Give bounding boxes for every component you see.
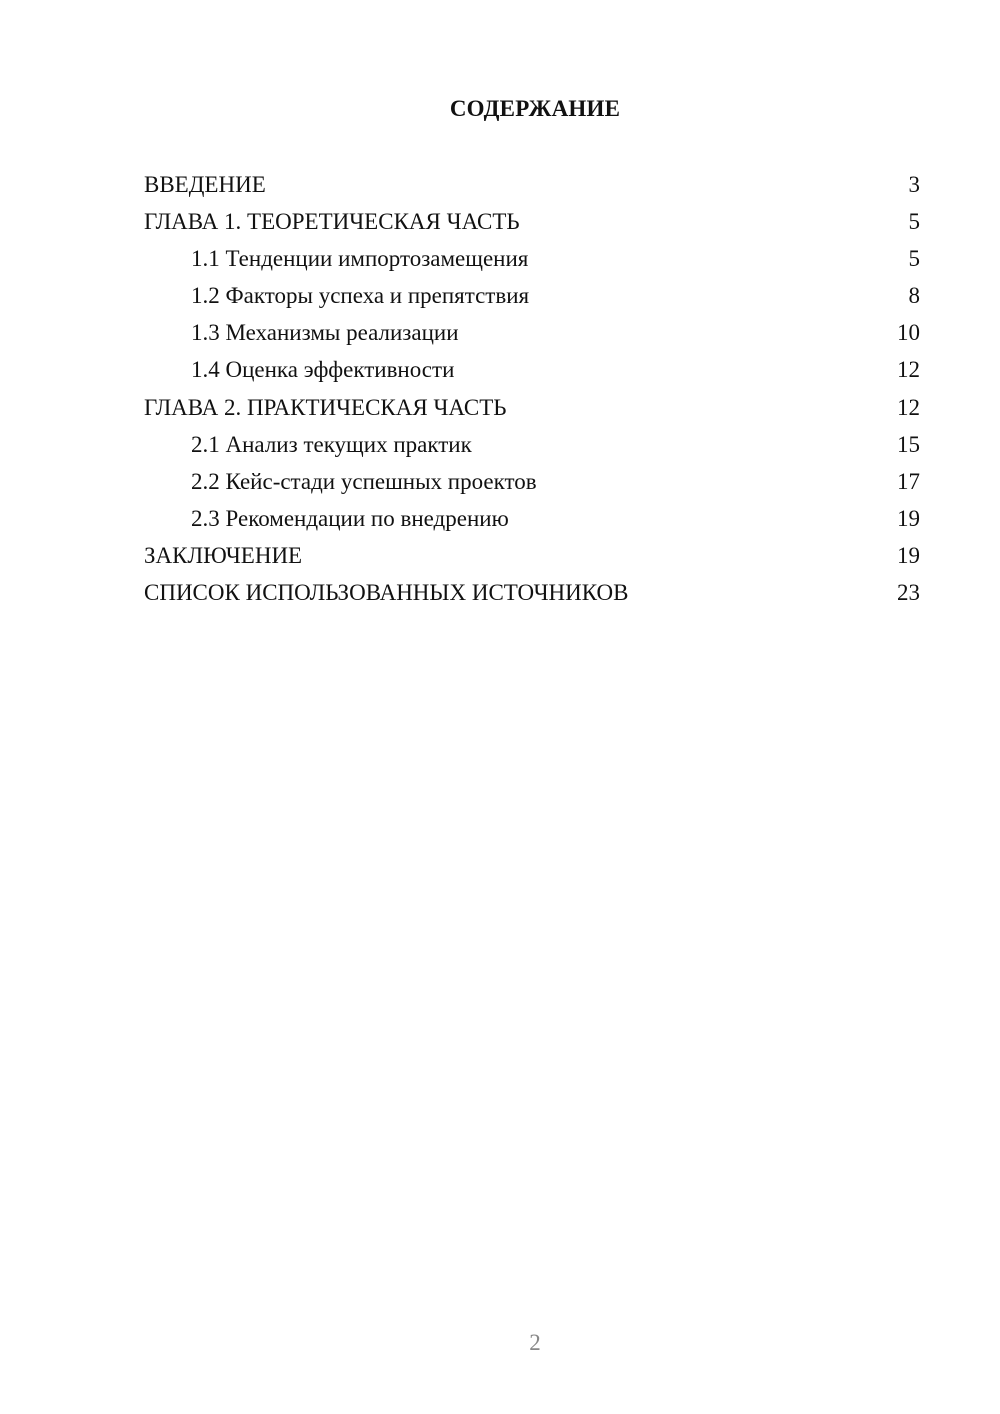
toc-subentry (144, 500, 920, 537)
toc-entry-page: 17 (897, 468, 920, 494)
toc-subentry (144, 240, 920, 277)
toc-subentry (144, 463, 920, 500)
toc-subentry (144, 314, 920, 351)
toc-subentry (144, 426, 920, 463)
toc-entry-label: 1.2 Факторы успеха и препятствия (191, 283, 530, 309)
toc-entry (144, 203, 920, 240)
toc-entry-page: 19 (897, 505, 920, 531)
toc-entry-page: 5 (908, 209, 920, 235)
toc-entry (144, 574, 920, 611)
toc-subentry (144, 351, 920, 388)
toc-entry-page: 19 (897, 542, 920, 568)
page-title: СОДЕРЖАНИЕ (449, 96, 621, 121)
toc-entry-label: ВВЕДЕНИЕ (144, 172, 266, 197)
toc-entry-page: 23 (897, 580, 920, 606)
toc-entry-label: 1.4 Оценка эффективности (191, 357, 455, 383)
table-of-contents (144, 166, 920, 611)
toc-entry (144, 166, 920, 203)
toc-entry-label: 2.3 Рекомендации по внедрению (191, 505, 509, 531)
toc-entry (144, 389, 920, 426)
toc-entry-label: СПИСОК ИСПОЛЬЗОВАННЫХ ИСТОЧНИКОВ (144, 580, 629, 606)
toc-entry-page: 15 (897, 431, 920, 457)
toc-entry-label: ГЛАВА 1. ТЕОРЕТИЧЕСКАЯ ЧАСТЬ (144, 209, 520, 235)
toc-entry-label: 2.2 Кейс-стади успешных проектов (191, 468, 537, 494)
toc-entry-label: 2.1 Анализ текущих практик (191, 431, 472, 457)
toc-entry-label: ЗАКЛЮЧЕНИЕ (144, 542, 303, 568)
toc-entry-page: 5 (908, 246, 920, 272)
page-number: 2 (529, 1330, 541, 1355)
toc-entry-page: 3 (908, 172, 920, 197)
toc-entry-label: ГЛАВА 2. ПРАКТИЧЕСКАЯ ЧАСТЬ (144, 394, 507, 420)
toc-entry-label: 1.3 Механизмы реализации (191, 320, 459, 346)
toc-entry (144, 537, 920, 574)
toc-entry-page: 8 (908, 283, 920, 309)
toc-entry-page: 12 (897, 357, 920, 383)
toc-entry-page: 10 (897, 320, 920, 346)
toc-entry-page: 12 (897, 394, 920, 420)
toc-entry-label: 1.1 Тенденции импортозамещения (191, 246, 529, 272)
toc-subentry (144, 277, 920, 314)
